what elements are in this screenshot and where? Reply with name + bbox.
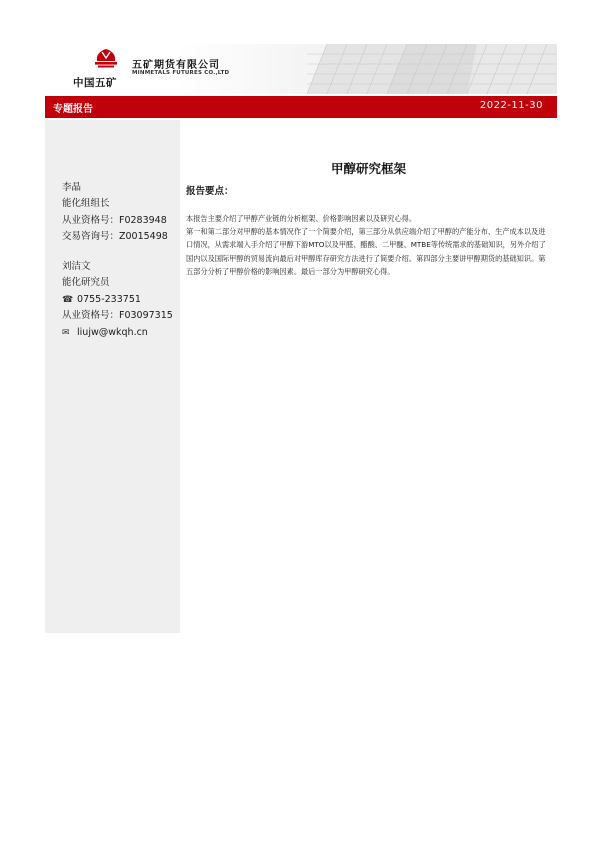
author-name: 刘洁文 bbox=[62, 261, 91, 272]
author-role: 能化研究员 bbox=[62, 277, 110, 289]
company-name-en: MINMETALS FUTURES CO.,LTD bbox=[132, 70, 230, 76]
author-card bbox=[62, 180, 168, 246]
author-license: 从业资格号：F0283948 bbox=[62, 214, 167, 226]
author-consult-number: 交易咨询号：Z0015498 bbox=[62, 231, 168, 243]
report-title: 甲醇研究框架 bbox=[330, 161, 406, 176]
author-phone-row bbox=[62, 292, 173, 308]
author-name: 李晶 bbox=[62, 182, 82, 193]
envelope-icon: ✉ bbox=[62, 327, 70, 338]
summary-paragraph: 本报告主要介绍了甲醇产业链的分析框架、价格影响因素以及研究心得。 bbox=[186, 214, 417, 223]
summary-paragraph: 第一和第二部分对甲醇的基本情况作了一个简要介绍，第三部分从供应端介绍了甲醇的产能分布、生产成本以及进口情况，从需求端入手介绍了甲醇下游MTO以及甲醛、醋酸、二甲醚、MTBE等传统需求的基础知识，另外介绍了国内以及国际甲醇的贸易流向最后对甲醇库存研究方法进行了简要介绍。第四部分主要讲甲醇期货的基础知识。第五部分分析了甲醇价格的影响因素。最后一部分为甲醇研究心得。 bbox=[186, 227, 546, 276]
author-phone: 0755-233751 bbox=[77, 293, 141, 305]
report-header bbox=[45, 44, 557, 94]
summary-heading: 报告要点： bbox=[186, 186, 234, 197]
summary-body bbox=[186, 212, 552, 278]
author-email[interactable]: liujw@wkqh.cn bbox=[77, 326, 148, 338]
building-background-graphic bbox=[177, 44, 557, 94]
minmetals-emblem-icon bbox=[91, 48, 121, 70]
phone-icon: ☎ bbox=[62, 294, 74, 305]
author-license: 从业资格号：F03097315 bbox=[62, 310, 173, 322]
author-role: 能化组组长 bbox=[62, 198, 110, 210]
company-name: 五矿期货有限公司 bbox=[132, 60, 220, 71]
author-email-row bbox=[62, 325, 173, 341]
report-type: 专题报告 bbox=[53, 104, 93, 115]
logo-text: 中国五矿 bbox=[73, 77, 117, 89]
author-card bbox=[62, 259, 173, 341]
report-date: 2022-11-30 bbox=[479, 100, 543, 111]
report-type-bar bbox=[45, 96, 557, 118]
